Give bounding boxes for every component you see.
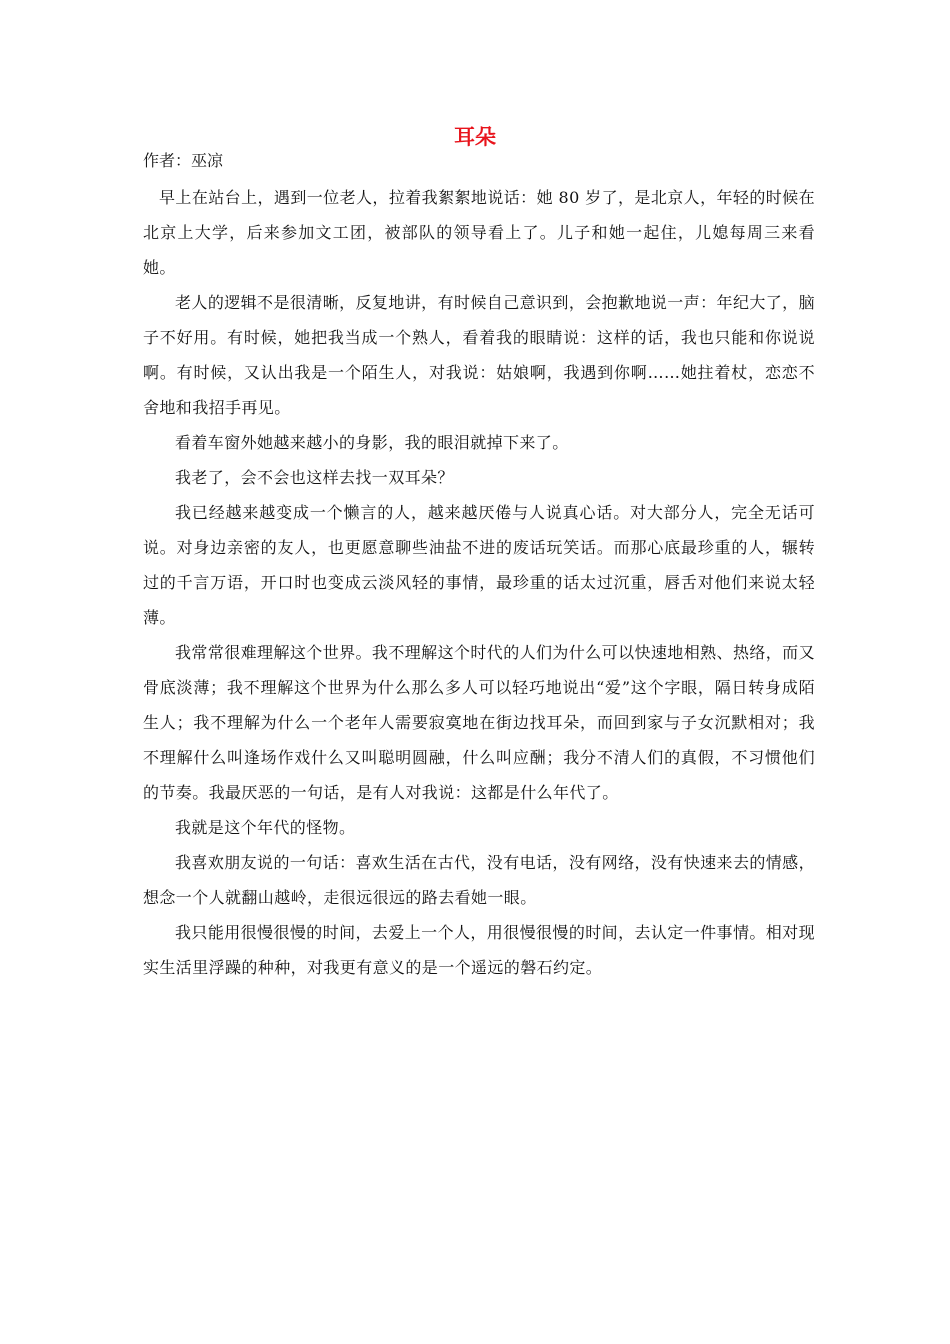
paragraph-9: 我只能用很慢很慢的时间，去爱上一个人，用很慢很慢的时间，去认定一件事情。相对现实生活里浮躁的种种，对我更有意义的是一个遥远的磐石约定。 bbox=[143, 923, 815, 977]
paragraph-8: 我喜欢朋友说的一句话：喜欢生活在古代，没有电话，没有网络，没有快速来去的情感，想念一个人就翻山越岭，走很远很远的路去看她一眼。 bbox=[143, 853, 815, 907]
paragraph-6: 我常常很难理解这个世界。我不理解这个时代的人们为什么可以快速地相熟、热络，而又骨底淡薄；我不理解这个世界为什么那么多人可以轻巧地说出“爱”这个字眼，隔日转身成陌生人；我不理解为什么一个老年人需要寂寞地在街边找耳朵，而回到家与子女沉默相对；我不理解什么叫逢场作戏什么又叫聪明圆融，什么叫应酬；我分不清人们的真假，不习惯他们的节奏。我最厌恶的一句话，是有人对我说：这都是什么年代了。 bbox=[143, 643, 815, 802]
paragraph-3: 看着车窗外她越来越小的身影，我的眼泪就掉下来了。 bbox=[175, 433, 569, 452]
author-line: 作者：巫凉 bbox=[143, 151, 224, 170]
document-title: 耳朵 bbox=[454, 124, 496, 149]
paragraph-1: 早上在站台上，遇到一位老人，拉着我絮絮地说话：她 80 岁了，是北京人，年轻的时候在北京上大学，后来参加文工团，被部队的领导看上了。儿子和她一起住，儿媳每周三来看她。 bbox=[143, 188, 815, 277]
paragraph-5: 我已经越来越变成一个懒言的人，越来越厌倦与人说真心话。对大部分人，完全无话可说。对身边亲密的友人，也更愿意聊些油盐不进的废话玩笑话。而那心底最珍重的人，辗转过的千言万语，开口时也变成云淡风轻的事情，最珍重的话太过沉重，唇舌对他们来说太轻薄。 bbox=[143, 503, 815, 627]
paragraph-2: 老人的逻辑不是很清晰，反复地讲，有时候自己意识到，会抱歉地说一声：年纪大了，脑子不好用。有时候，她把我当成一个熟人，看着我的眼睛说：这样的话，我也只能和你说说啊。有时候，又认出我是一个陌生人，对我说：姑娘啊，我遇到你啊……她拄着杖，恋恋不舍地和我招手再见。 bbox=[143, 293, 815, 417]
paragraph-7: 我就是这个年代的怪物。 bbox=[175, 818, 356, 837]
document-body bbox=[143, 180, 815, 985]
paragraph-4: 我老了，会不会也这样去找一双耳朵？ bbox=[175, 468, 454, 487]
